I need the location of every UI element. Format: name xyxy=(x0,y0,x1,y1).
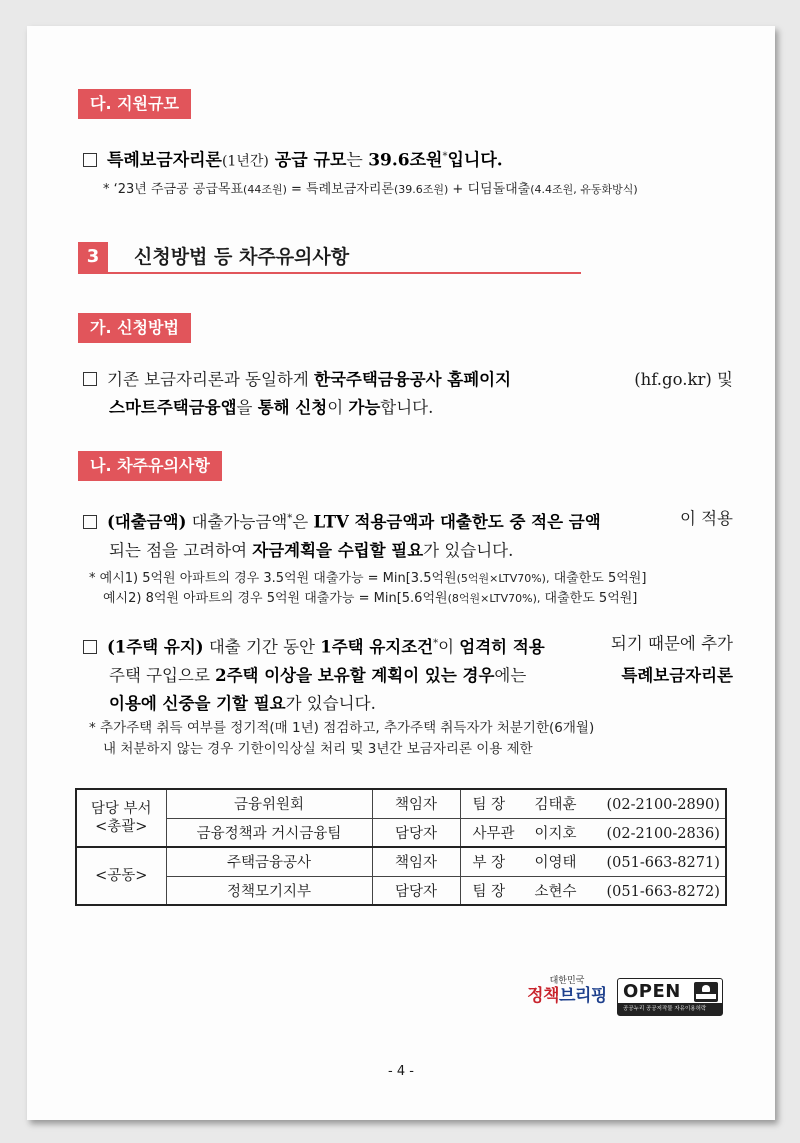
dept-cell: <공동> xyxy=(76,847,166,905)
contact-cell: 사무관 이지호 (02-2100-2836) xyxy=(460,818,726,847)
phone-number: (051-663-8271) xyxy=(606,855,720,872)
korea-policy-briefing-logo: 대한민국 정책브리핑 xyxy=(527,976,607,1006)
major-section-header xyxy=(78,242,581,274)
application-method-item: 기존 보금자리론과 동일하게 한국주택금융공사 홈페이지 (hf.go.kr) 및 스마트주택금융앱을 통해 신청이 가능합니다. xyxy=(83,366,733,422)
role-cell: 책임자 xyxy=(372,789,460,818)
section-number: 3 xyxy=(78,242,108,272)
section-header-borrower-notes: 나. 차주유의사항 xyxy=(78,451,222,481)
org-cell: 정책모기지부 xyxy=(166,876,372,905)
contact-cell: 부 장 이영태 (051-663-8271) xyxy=(460,847,726,876)
loan-amount-item: (대출금액) 대출가능금액*은 LTV 적용금액과 대출한도 중 적은 금액 이 적용 되는 점을 고려하여 자금계획을 수립할 필요가 있습니다. xyxy=(83,505,733,565)
section-header-application-method: 가. 신청방법 xyxy=(78,313,191,343)
role-cell: 책임자 xyxy=(372,847,460,876)
org-cell: 주택금융공사 xyxy=(166,847,372,876)
one-house-item: (1주택 유지) 대출 기간 동안 1주택 유지조건*이 엄격히 적용 되기 때문에 추가 주택 구입으로 2주택 이상을 보유할 계획이 있는 경우에는 특례보금자리론 이용에 신중을 기할 필요가 있습니다. xyxy=(83,630,733,718)
phone-number: (02-2100-2890) xyxy=(606,797,720,814)
table-row xyxy=(76,876,726,905)
table-row xyxy=(76,818,726,847)
one-house-footnote: * 추가주택 취득 여부를 정기적(매 1년) 점검하고, 추가주택 취득자가 처분기한(6개월) 내 처분하지 않는 경우 기한이익상실 처리 및 3년간 보금자리론 이용 제한 xyxy=(89,720,595,757)
page-number: - 4 - xyxy=(388,1064,414,1079)
loan-amount-examples: * 예시1) 5억원 아파트의 경우 3.5억원 대출가능 = Min[3.5억원(5억원×LTV70%), 대출한도 5억원] 예시2) 8억원 아파트의 경우 5억원 대출가능 = Min[5.6억원(8억원×LTV70%), 대출한도 5억원] xyxy=(89,571,647,606)
org-cell: 금융정책과 거시금융팀 xyxy=(166,818,372,847)
role-cell: 담당자 xyxy=(372,876,460,905)
phone-number: (02-2100-2836) xyxy=(606,825,720,842)
checkbox-bullet-icon xyxy=(83,640,97,654)
table-row xyxy=(76,847,726,876)
checkbox-bullet-icon xyxy=(83,372,97,386)
contact-table xyxy=(75,788,727,906)
checkbox-bullet-icon xyxy=(83,153,97,167)
attribution-type-icon xyxy=(694,982,718,1002)
kogl-open-license-logo: OPEN 공공누리 공공저작물 자유이용허락 xyxy=(617,978,723,1016)
phone-number: (051-663-8272) xyxy=(606,883,720,900)
section-header-support-scale: 다. 지원규모 xyxy=(78,89,191,119)
table-row xyxy=(76,789,726,818)
contact-cell: 팀 장 소현수 (051-663-8272) xyxy=(460,876,726,905)
role-cell: 담당자 xyxy=(372,818,460,847)
checkbox-bullet-icon xyxy=(83,515,97,529)
org-cell: 금융위원회 xyxy=(166,789,372,818)
dept-cell: 담당 부서 <총괄> xyxy=(76,789,166,847)
document-page xyxy=(27,26,775,1120)
support-scale-item: 특례보금자리론(1년간) 공급 규모는 39.6조원*입니다. xyxy=(83,144,503,175)
contact-cell: 팀 장 김태훈 (02-2100-2890) xyxy=(460,789,726,818)
section-title: 신청방법 등 차주유의사항 xyxy=(134,246,350,268)
support-scale-footnote: * ‘23년 주금공 공급목표(44조원) = 특례보금자리론(39.6조원) + 디딤돌대출(4.4조원, 유동화방식) xyxy=(103,182,638,197)
